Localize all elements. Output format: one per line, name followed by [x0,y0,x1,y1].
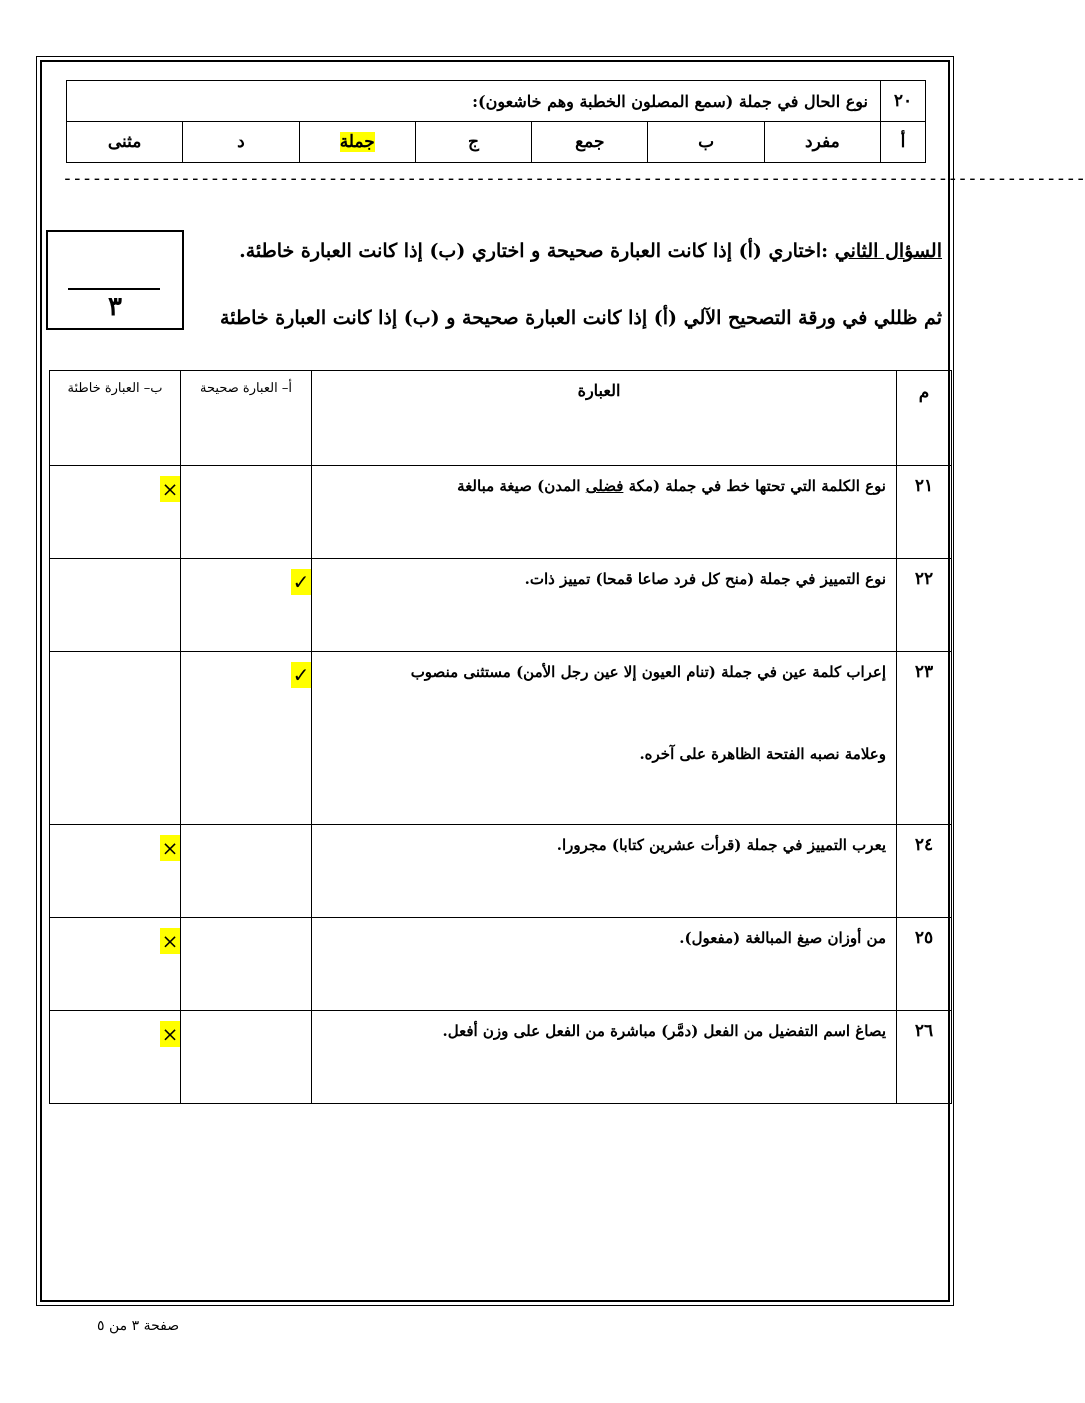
row-number: ٢٣ [897,652,952,825]
row-statement [312,652,897,825]
table-row [50,825,952,918]
row-statement: نوع التمييز في جملة (منح كل فرد صاعا قمحا) تمييز ذات. [312,559,897,652]
row-statement: يصاغ اسم التفضيل من الفعل (دمَّر) مباشرة من الفعل على وزن أفعل. [312,1011,897,1104]
statement-part: نوع الكلمة التي تحتها خط في جملة (مكة [623,477,886,495]
statement-line-1: إعراب كلمة عين في جملة (تنام العيون إلا عين رجل الأمن) مستثنى منصوب [410,663,886,681]
option-b[interactable]: جمع [532,122,648,163]
true-cell[interactable] [181,466,312,559]
header-statement: العبارة [312,371,897,466]
page-number-footer: صفحة ٣ من ٥ [97,1318,180,1334]
cross-mark-icon: × [161,836,179,860]
true-cell[interactable] [181,918,312,1011]
table-row [50,466,952,559]
option-letter-a: أ [881,122,926,163]
row-number: ٢١ [897,466,952,559]
row-number: ٢٥ [897,918,952,1011]
header-true: أ– العبارة صحيحة [181,371,312,466]
underlined-word: فضلى [585,477,624,495]
header-false: ب– العبارة خاطئة [50,371,181,466]
option-a[interactable]: مفرد [764,122,880,163]
false-cell[interactable] [50,918,181,1011]
section-separator: -------------------------------------------------------------------------------------------------------- [62,168,1085,189]
row-number: ٢٤ [897,825,952,918]
option-letter-d: د [183,122,299,163]
options-row [67,122,926,163]
false-cell[interactable] [50,1011,181,1104]
score-value: ٣ [108,292,122,322]
false-cell[interactable] [50,825,181,918]
question-title: السؤال الثاني [834,240,942,262]
table-row [50,559,952,652]
instruction-line-2: ثم ظللي في ورقة التصحيح الآلي (أ) إذا كانت العبارة صحيحة و (ب) إذا كانت العبارة خاطئة [220,307,942,329]
table-header-row [50,371,952,466]
score-box [46,230,184,330]
check-mark-icon: ✓ [292,570,310,594]
selected-answer-highlight: جملة [339,132,375,152]
table-row [50,918,952,1011]
true-cell[interactable] [181,652,312,825]
cross-mark-icon: × [161,929,179,953]
check-mark-icon: ✓ [292,663,310,687]
row-number: ٢٦ [897,1011,952,1104]
row-statement [312,466,897,559]
true-cell[interactable] [181,825,312,918]
false-cell[interactable] [50,559,181,652]
true-cell[interactable] [181,559,312,652]
question-number: ٢٠ [881,81,926,122]
question-20-header-row [67,81,926,122]
instruction-text-1: :اختاري (أ) إذا كانت العبارة صحيحة و اختاري (ب) إذا كانت العبارة خاطئة. [239,240,835,262]
statement-line-2: وعلامة نصبه الفتحة الظاهرة على آخره. [639,745,886,763]
row-statement: يعرب التمييز في جملة (قرأت عشرين كتابا) مجرورا. [312,825,897,918]
cross-mark-icon: × [161,1022,179,1046]
table-row [50,1011,952,1104]
row-number: ٢٢ [897,559,952,652]
option-letter-c: ج [415,122,531,163]
cross-mark-icon: × [161,477,179,501]
option-letter-b: ب [648,122,764,163]
true-cell[interactable] [181,1011,312,1104]
row-statement: من أوزان صيغ المبالغة (مفعول). [312,918,897,1011]
option-d[interactable]: مثنى [67,122,183,163]
question-text: نوع الحال في جملة (سمع المصلون الخطبة وهم خاشعون): [67,81,881,122]
instruction-line-1 [239,240,942,262]
statement-part: المدن) صيغة مبالغة [457,477,586,495]
false-cell[interactable] [50,466,181,559]
question-20-table [66,80,926,163]
score-line [68,288,160,290]
false-cell[interactable] [50,652,181,825]
true-false-table [49,370,952,1104]
header-number: م [897,371,952,466]
table-row [50,652,952,825]
option-c[interactable] [299,122,415,163]
